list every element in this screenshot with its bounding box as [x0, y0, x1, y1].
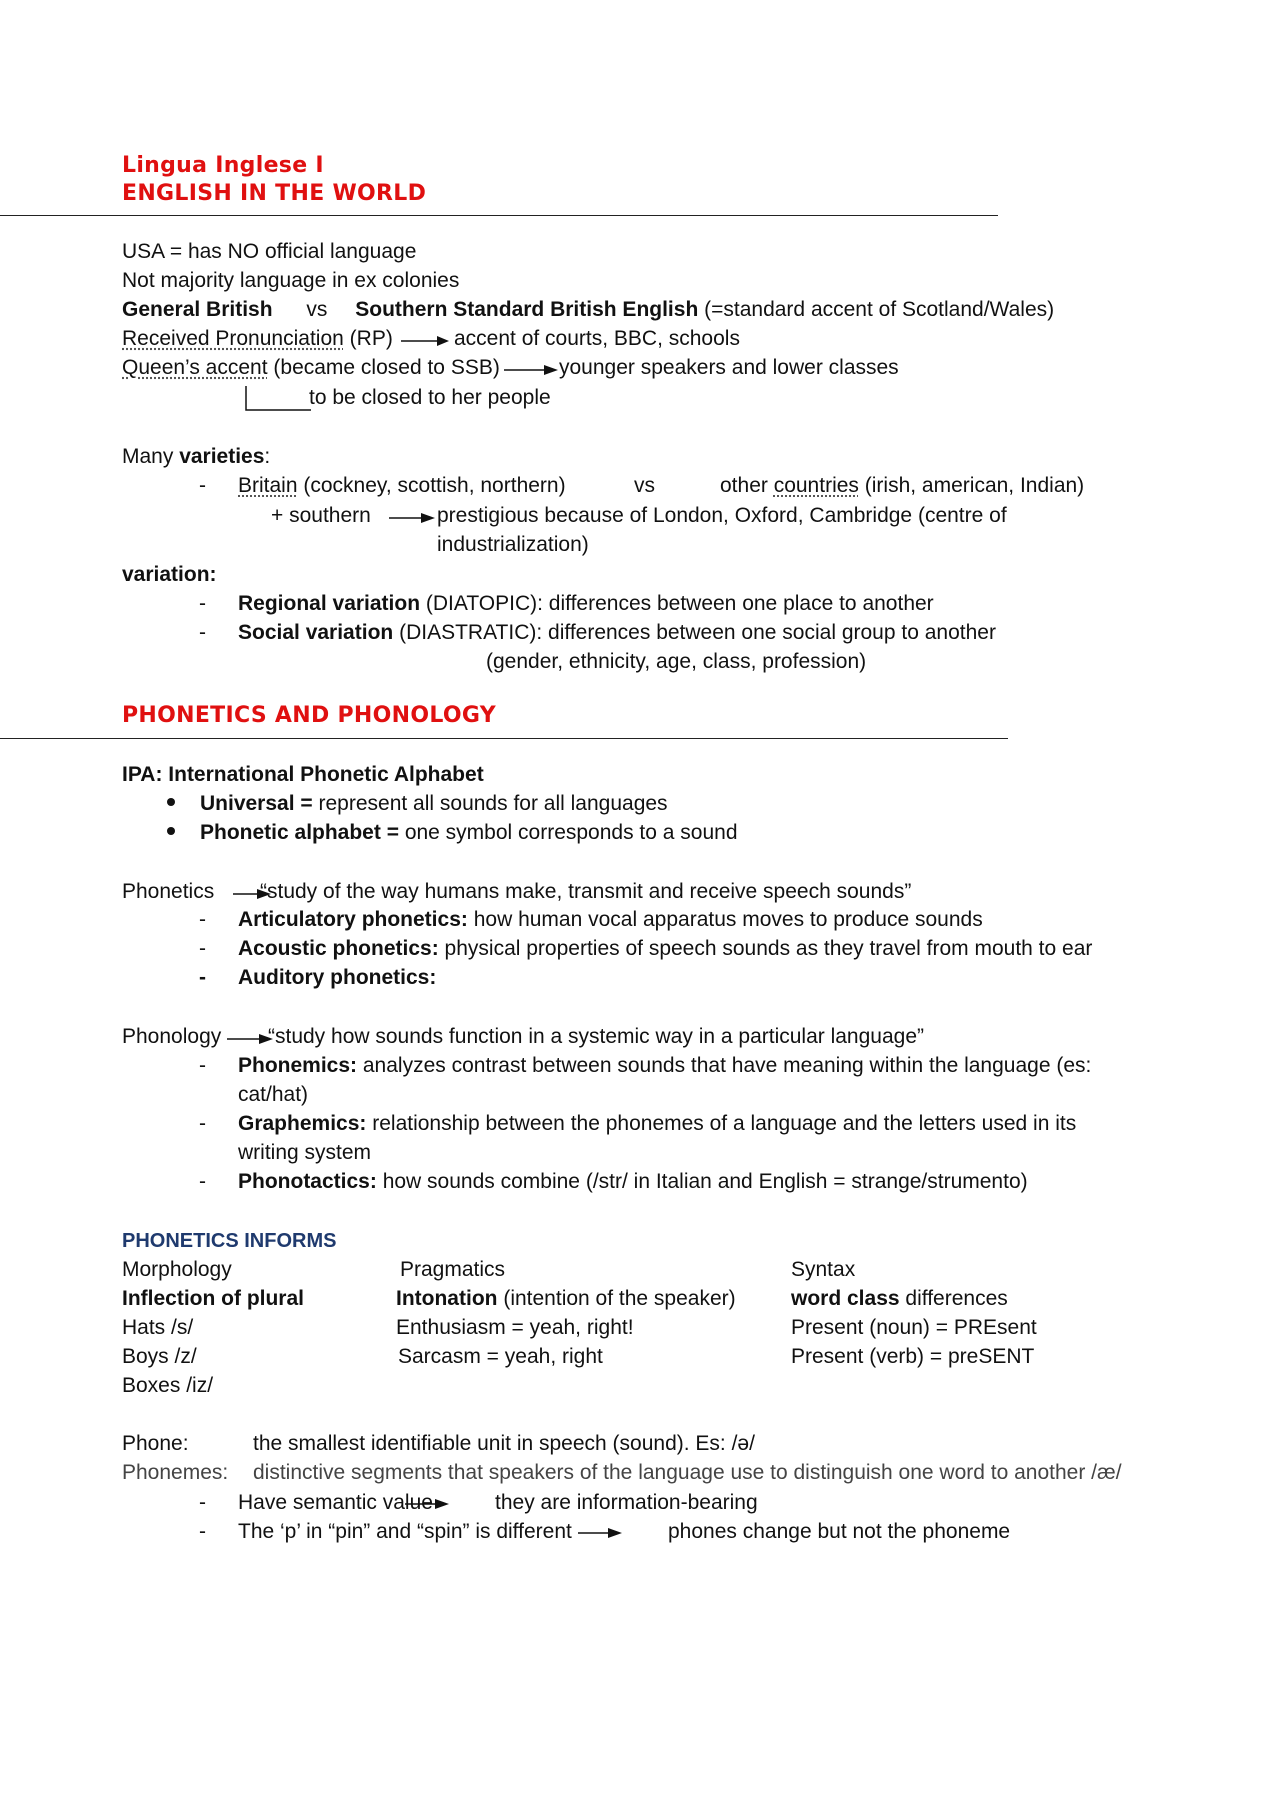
ipa-title: IPA: International Phonetic Alphabet	[122, 763, 484, 786]
articulatory-bold: Articulatory phonetics:	[238, 908, 468, 931]
syntax-line-1: Present (noun) = PREsent	[791, 1316, 1037, 1339]
phonotactics-bold: Phonotactics:	[238, 1170, 377, 1193]
morphology-line-2: Boys /z/	[122, 1345, 197, 1368]
section-rule	[0, 738, 1008, 739]
pragmatics-head: Pragmatics	[400, 1258, 506, 1281]
gb-label: General British	[122, 298, 273, 321]
social-variation-line	[238, 619, 996, 647]
bracket-connector-icon	[245, 386, 315, 412]
social-factors: (gender, ethnicity, age, class, profession)	[486, 650, 867, 673]
phonemes-label: Phonemes:	[122, 1461, 229, 1484]
phonemics-bold: Phonemics:	[238, 1054, 358, 1077]
dash-marker: -	[199, 1491, 206, 1514]
informs-title: PHONETICS INFORMS	[122, 1230, 337, 1252]
social-bold: Social variation	[238, 621, 394, 644]
varieties-prefix: Many	[122, 445, 180, 468]
dash-marker: -	[199, 966, 206, 989]
word-class-bold: word class	[791, 1287, 900, 1310]
pin-spin-text: The ‘p’ in “pin” and “spin” is different	[238, 1520, 572, 1543]
rp-label: Received Pronunciation	[122, 327, 344, 350]
phonetic-alphabet-text: one symbol corresponds to a sound	[404, 821, 738, 844]
britain-line	[238, 472, 566, 500]
southern-label: + southern	[271, 504, 371, 527]
graphemics-bold: Graphemics:	[238, 1112, 367, 1135]
rp-result: accent of courts, BBC, schools	[454, 327, 740, 350]
syntax-line-2: Present (verb) = preSENT	[791, 1345, 1035, 1368]
dash-marker: -	[199, 937, 206, 960]
regional-bold: Regional variation	[238, 592, 421, 615]
pragmatics-line-1: Enthusiasm = yeah, right!	[396, 1316, 634, 1339]
intonation-bold: Intonation	[396, 1287, 498, 1310]
queen-label: Queen’s accent	[122, 356, 268, 379]
queen-note: (became closed to SSB)	[273, 356, 500, 379]
pragmatics-line-bold	[396, 1285, 736, 1313]
dash-marker: -	[199, 592, 206, 615]
queen-result-2: to be closed to her people	[309, 386, 551, 409]
information-bearing-text: they are information-bearing	[495, 1491, 758, 1514]
section-title-phonetics: PHONETICS AND PHONOLOGY	[122, 703, 496, 728]
phonology-label: Phonology	[122, 1025, 222, 1048]
dash-marker: -	[199, 1520, 206, 1543]
industrialization-text: industrialization)	[437, 533, 589, 556]
queen-result: younger speakers and lower classes	[559, 356, 899, 379]
morphology-line-1: Hats /s/	[122, 1316, 194, 1339]
social-text: (DIASTRATIC): differences between one social group to another	[399, 621, 996, 644]
varieties-suffix: :	[264, 445, 271, 468]
ssbe-note: (=standard accent of Scotland/Wales)	[704, 298, 1055, 321]
usa-line: USA = has NO official language	[122, 240, 417, 263]
section-rule	[0, 215, 998, 216]
ipa-bullet-2	[200, 819, 738, 847]
arrow-icon	[405, 1497, 451, 1511]
dash-marker: -	[199, 621, 206, 644]
graphemics-text-2: writing system	[238, 1141, 372, 1164]
intonation-note: (intention of the speaker)	[503, 1287, 736, 1310]
regional-text: (DIATOPIC): differences between one place to another	[425, 592, 934, 615]
section-title-world: ENGLISH IN THE WORLD	[122, 181, 427, 206]
rp-abbr: (RP)	[349, 327, 393, 350]
phone-label: Phone:	[122, 1432, 189, 1455]
acoustic-bold: Acoustic phonetics:	[238, 937, 439, 960]
countries-list: (irish, american, Indian)	[864, 474, 1085, 497]
ssbe-label: Southern Standard British English	[355, 298, 699, 321]
vs-label-2: vs	[634, 474, 655, 497]
pragmatics-line-2: Sarcasm = yeah, right	[398, 1345, 603, 1368]
acoustic-text: physical properties of speech sounds as they travel from mouth to ear	[444, 937, 1093, 960]
phonetics-label: Phonetics	[122, 880, 215, 903]
phonetics-definition: “study of the way humans make, transmit and receive speech sounds”	[260, 880, 912, 903]
phonetic-alphabet-bold: Phonetic alphabet =	[200, 821, 399, 844]
varieties-bold: varieties	[179, 445, 265, 468]
bullet-icon	[167, 827, 175, 835]
queen-line	[122, 354, 500, 382]
syntax-line-bold	[791, 1285, 1008, 1313]
countries-label: countries	[773, 474, 859, 497]
phonemics-line	[238, 1052, 1091, 1080]
word-class-note: differences	[905, 1287, 1008, 1310]
dash-marker: -	[199, 1054, 206, 1077]
phones-change-text: phones change but not the phoneme	[668, 1520, 1011, 1543]
acoustic-line	[238, 935, 1092, 963]
variation-label: variation:	[122, 563, 217, 586]
phonemics-text: analyzes contrast between sounds that have meaning within the language (es:	[362, 1054, 1092, 1077]
phonology-definition: “study how sounds function in a systemic way in a particular language”	[268, 1025, 925, 1048]
other-countries-line	[720, 472, 1084, 500]
universal-text: represent all sounds for all languages	[318, 792, 668, 815]
phonotactics-text: how sounds combine (/str/ in Italian and English = strange/strumento)	[382, 1170, 1028, 1193]
morphology-head: Morphology	[122, 1258, 232, 1281]
arrow-icon	[401, 334, 451, 348]
arrow-icon	[504, 363, 560, 377]
prestigious-text: prestigious because of London, Oxford, Cambridge (centre of	[437, 504, 1007, 527]
dash-marker: -	[199, 1112, 206, 1135]
dash-marker: -	[199, 474, 206, 497]
colonies-line: Not majority language in ex colonies	[122, 269, 460, 292]
semantic-value-text: Have semantic value	[238, 1491, 433, 1514]
dash-marker: -	[199, 1170, 206, 1193]
phonemics-text-2: cat/hat)	[238, 1083, 309, 1106]
other-prefix: other	[720, 474, 774, 497]
articulatory-line	[238, 906, 983, 934]
gb-vs-ssbe-line	[122, 296, 1054, 324]
bullet-icon	[167, 798, 175, 806]
arrow-icon	[389, 511, 437, 525]
syntax-head: Syntax	[791, 1258, 856, 1281]
morphology-bold: Inflection of plural	[122, 1287, 304, 1310]
britain-label: Britain	[238, 474, 298, 497]
arrow-icon	[578, 1526, 624, 1540]
rp-line	[122, 325, 393, 353]
britain-list: (cockney, scottish, northern)	[303, 474, 566, 497]
articulatory-text: how human vocal apparatus moves to produce sounds	[473, 908, 983, 931]
ipa-bullet-1	[200, 790, 668, 818]
universal-bold: Universal =	[200, 792, 313, 815]
phone-text: the smallest identifiable unit in speech (sound). Es: /ə/	[253, 1432, 755, 1455]
vs-label: vs	[306, 298, 328, 321]
auditory-bold: Auditory phonetics:	[238, 966, 437, 989]
graphemics-text: relationship between the phonemes of a language and the letters used in its	[372, 1112, 1077, 1135]
dash-marker: -	[199, 908, 206, 931]
graphemics-line	[238, 1110, 1076, 1138]
phonemes-text: distinctive segments that speakers of the language use to distinguish one word to another /æ/	[253, 1461, 1122, 1484]
phonotactics-line	[238, 1168, 1028, 1196]
varieties-line	[122, 443, 270, 471]
regional-variation-line	[238, 590, 934, 618]
morphology-line-3: Boxes /iz/	[122, 1374, 214, 1397]
course-title: Lingua Inglese I	[122, 153, 324, 178]
